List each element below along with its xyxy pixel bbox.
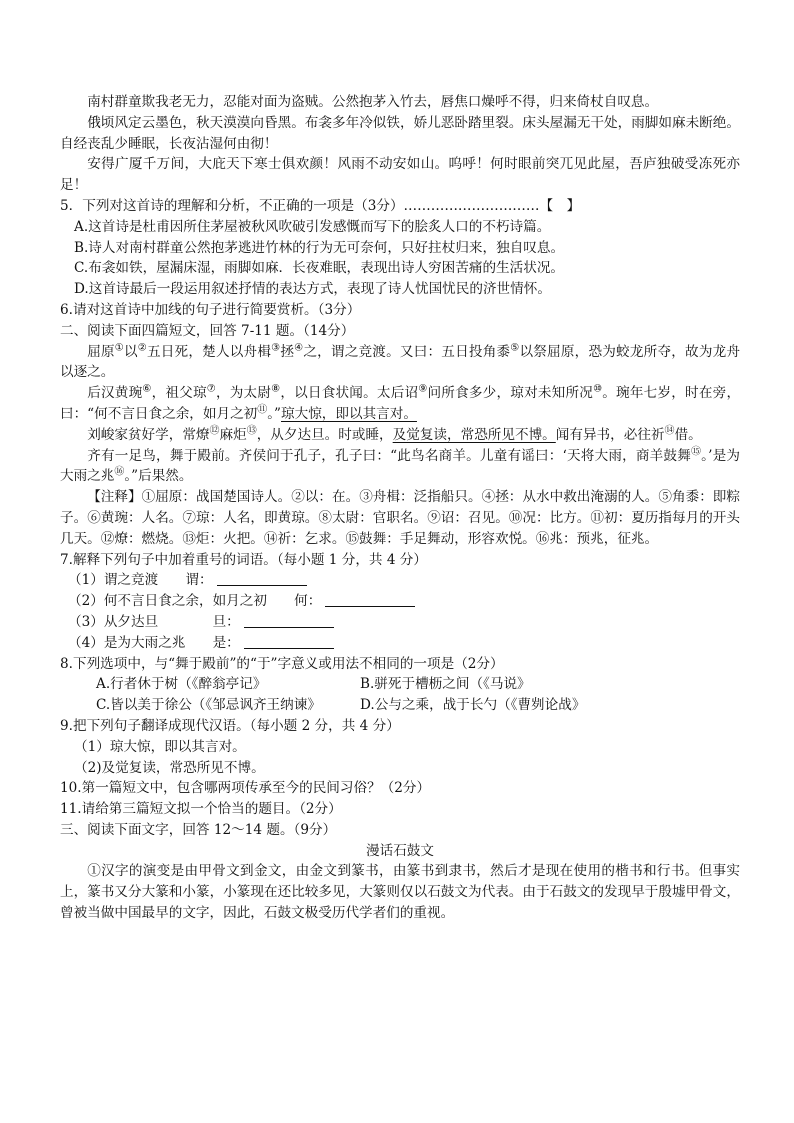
- passage-2-text: 。”: [267, 405, 282, 422]
- section-2-heading: 二、阅读下面四篇短文，回答 7-11 题。（14分）: [60, 322, 355, 339]
- question-5-option-c[interactable]: C.布衾如铁，屋漏床湿，雨脚如麻．长夜难眠，表现出诗人穷困苦痛的生活状况。: [74, 260, 565, 277]
- exam-page: [60, 92, 740, 924]
- passage-1-text: 以: [123, 343, 138, 360]
- footnote-mark: ⑮: [690, 446, 702, 458]
- passage-2-text: ，为太尉: [215, 385, 272, 402]
- footnote-mark: ④: [294, 342, 304, 354]
- question-5-stem: 5．下列对这首诗的理解和分析，不正确的一项是（3分）…………………………【 】: [60, 197, 581, 214]
- question-10-stem: 10.第一篇短文中，包含哪两项传承至今的民间习俗？（2分）: [60, 780, 431, 797]
- question-7-stem: 7.解释下列句子中加着重号的词语。（每小题 1 分，共 4 分）: [60, 551, 427, 568]
- underlined-sentence: 及觉复读，常恐所见不博。: [392, 426, 556, 443]
- footnote-mark: ⑧: [271, 383, 281, 395]
- underlined-sentence: 琼大惊，即以其言对。: [281, 405, 417, 422]
- footnote-mark: ⑨: [418, 383, 428, 395]
- question-5-option-a[interactable]: A.这首诗是杜甫因所住茅屋被秋风吹破引发感慨而写下的脍炙人口的不朽诗篇。: [74, 218, 551, 235]
- passage-1-text: 五日死，楚人以舟楫: [146, 343, 272, 360]
- question-11-stem: 11.请给第三篇短文拟一个恰当的题目。（2分）: [60, 801, 342, 818]
- question-8-option-c[interactable]: C.皆以美于徐公（《邹忌讽齐王纳谏》: [96, 697, 321, 714]
- poem-paragraph-1: 南村群童欺我老无力，忍能对面为盗贼。公然抱茅入竹去，唇焦口燥呼不得，归来倚杖自叹息。: [87, 94, 659, 110]
- footnote-mark: ⑪: [257, 404, 268, 416]
- passage-1-text: 屈原: [87, 343, 115, 360]
- answer-blank[interactable]: [217, 571, 307, 586]
- question-8-option-d[interactable]: D.公与之乘，战于长勺（《曹刿论战》: [360, 697, 586, 714]
- poem-paragraph-2: 俄顷风定云墨色，秋天漠漠向昏黑。布衾多年冷似铁，娇儿恶卧踏里裂。床头屋漏无干处，雨脚如麻未断绝。自经丧乱少睡眠，长夜沾湿何由彻！: [60, 114, 740, 152]
- section-3-heading: 三、阅读下面文字，回答 12～14 题。（9分）: [60, 821, 337, 838]
- question-7-item-text: （1）谓之竞渡 谓：: [68, 572, 213, 589]
- question-8-options-row-1: [60, 674, 740, 695]
- question-8-options-row-2: [60, 695, 740, 716]
- footnote-mark: ②: [137, 342, 147, 354]
- question-8-stem: 8.下列选项中，与“舞于殿前”的“于”字意义或用法不相同的一项是（2分）: [60, 655, 504, 672]
- footnote-mark: ①: [114, 342, 124, 354]
- passage-1: [60, 342, 740, 384]
- question-7-item-1: [60, 570, 740, 591]
- passage-4-text: 。”后果然。: [124, 468, 193, 485]
- question-9-item-2: （2)及觉复读，常恐所见不博。: [74, 759, 265, 776]
- footnote-mark: ⑥: [142, 383, 152, 395]
- passage-3-text: 闻有异书，必往祈: [555, 426, 665, 443]
- question-7-item-2: [60, 591, 740, 612]
- question-7-item-text: （2）何不言日食之余，如月之初 何：: [68, 593, 322, 610]
- question-7-item-text: （4）是为大雨之兆 是：: [68, 634, 240, 651]
- question-7-item-3: [60, 612, 740, 633]
- passage-3: [60, 425, 740, 446]
- question-8-option-b[interactable]: B.骈死于槽枥之间（《马说》: [360, 676, 531, 693]
- passage-3-text: 借。: [674, 426, 702, 443]
- question-9-stem: 9.把下列句子翻译成现代汉语。（每小题 2 分，共 4 分）: [60, 717, 400, 734]
- answer-blank[interactable]: [244, 634, 334, 649]
- footnote-mark: ③: [271, 342, 281, 354]
- passage-2-text: ，以日食状闻。太后诏: [280, 385, 419, 402]
- question-6-stem: 6.请对这首诗中加线的句子进行简要赏析。（3分）: [60, 301, 361, 318]
- article-title: 漫话石鼓文: [366, 842, 434, 859]
- footnote-mark: ⑯: [114, 466, 125, 478]
- question-7-item-text: （3）从夕达旦 旦：: [68, 613, 240, 630]
- passage-4-text: 齐有一足鸟，舞于殿前。齐侯问于孔子，孔子曰：“此鸟名商羊。儿童有谣曰：‘天将大雨，商羊鼓舞: [87, 447, 691, 464]
- footnote-mark: ⑦: [206, 383, 216, 395]
- passage-2-text: 问所食多少，琼对未知所况: [427, 385, 594, 402]
- question-7-item-4: [60, 633, 740, 654]
- footnote-mark: ⑫: [209, 425, 220, 437]
- annotation-notes: 【注释】①屈原：战国楚国诗人。②以：在。③舟楫：泛指船只。④拯：从水中救出淹溺的人。⑤角黍：即粽子。⑥黄琬：人名。⑦琼：人名，即黄琼。⑧太尉：官职名。⑨诏：召见。⑩况：比方。⑪初：夏历指每月的开头几天。⑫燎：燃烧。⑬炬：火把。⑭祈：乞求。⑮鼓舞：手足舞动，形容欢悦。⑯兆：预兆，征兆。: [60, 489, 740, 547]
- footnote-mark: ⑩: [593, 383, 603, 395]
- passage-2-text: 。琬年七岁，时在旁，曰：“何不言日食之余，如月之初: [60, 385, 741, 422]
- question-8-option-a[interactable]: A.行者休于树（《醉翁亭记》: [96, 676, 267, 693]
- footnote-mark: ⑬: [246, 425, 257, 437]
- question-9-item-1: （1）琼大惊，即以其言对。: [74, 738, 246, 755]
- passage-4: [60, 446, 740, 488]
- passage-4-text: 。’是为大雨之兆: [60, 447, 740, 485]
- passage-3-text: 麻炬: [219, 426, 247, 443]
- poem-paragraph-3: 安得广厦千万间，大庇天下寒士俱欢颜！风雨不动安如山。呜呼！何时眼前突兀见此屋，吾庐独破受冻死亦足！: [60, 156, 740, 194]
- passage-2-text: 后汉黄琬: [87, 385, 143, 402]
- answer-blank[interactable]: [325, 592, 415, 607]
- footnote-mark: ⑭: [664, 425, 675, 437]
- passage-3-text: ，从夕达旦。时或睡，: [256, 426, 393, 443]
- article-paragraph-1: ①汉字的演变是由甲骨文到金文，由金文到篆书，由篆书到隶书，然后才是现在使用的楷书和行书。但事实上，篆书又分大篆和小篆，小篆现在还比较多见，大篆则仅以石鼓文为代表。由于石鼓文的发现早于殷墟甲骨文，曾被当做中国最早的文字，因此，石鼓文极受历代学者们的重视。: [60, 863, 740, 922]
- passage-2-text: ，祖父琼: [151, 385, 207, 402]
- answer-blank[interactable]: [244, 613, 334, 628]
- question-5-option-b[interactable]: B.诗人对南村群童公然抱茅逃进竹林的行为无可奈何，只好拄杖归来，独自叹息。: [74, 239, 565, 256]
- passage-1-text: 以祭屈原，恐为蛟龙所夺，故为龙舟以逐之。: [60, 343, 741, 381]
- question-5-option-d[interactable]: D.这首诗最后一段运用叙述抒情的表达方式，表现了诗人忧国忧民的济世情怀。: [74, 281, 551, 298]
- passage-2: [60, 383, 740, 425]
- footnote-mark: ⑤: [510, 342, 520, 354]
- passage-3-text: 刘峻家贫好学，常燎: [87, 426, 210, 443]
- passage-1-text: 拯: [280, 343, 295, 360]
- passage-1-text: 之，谓之竞渡。又曰：五日投角黍: [303, 343, 511, 360]
